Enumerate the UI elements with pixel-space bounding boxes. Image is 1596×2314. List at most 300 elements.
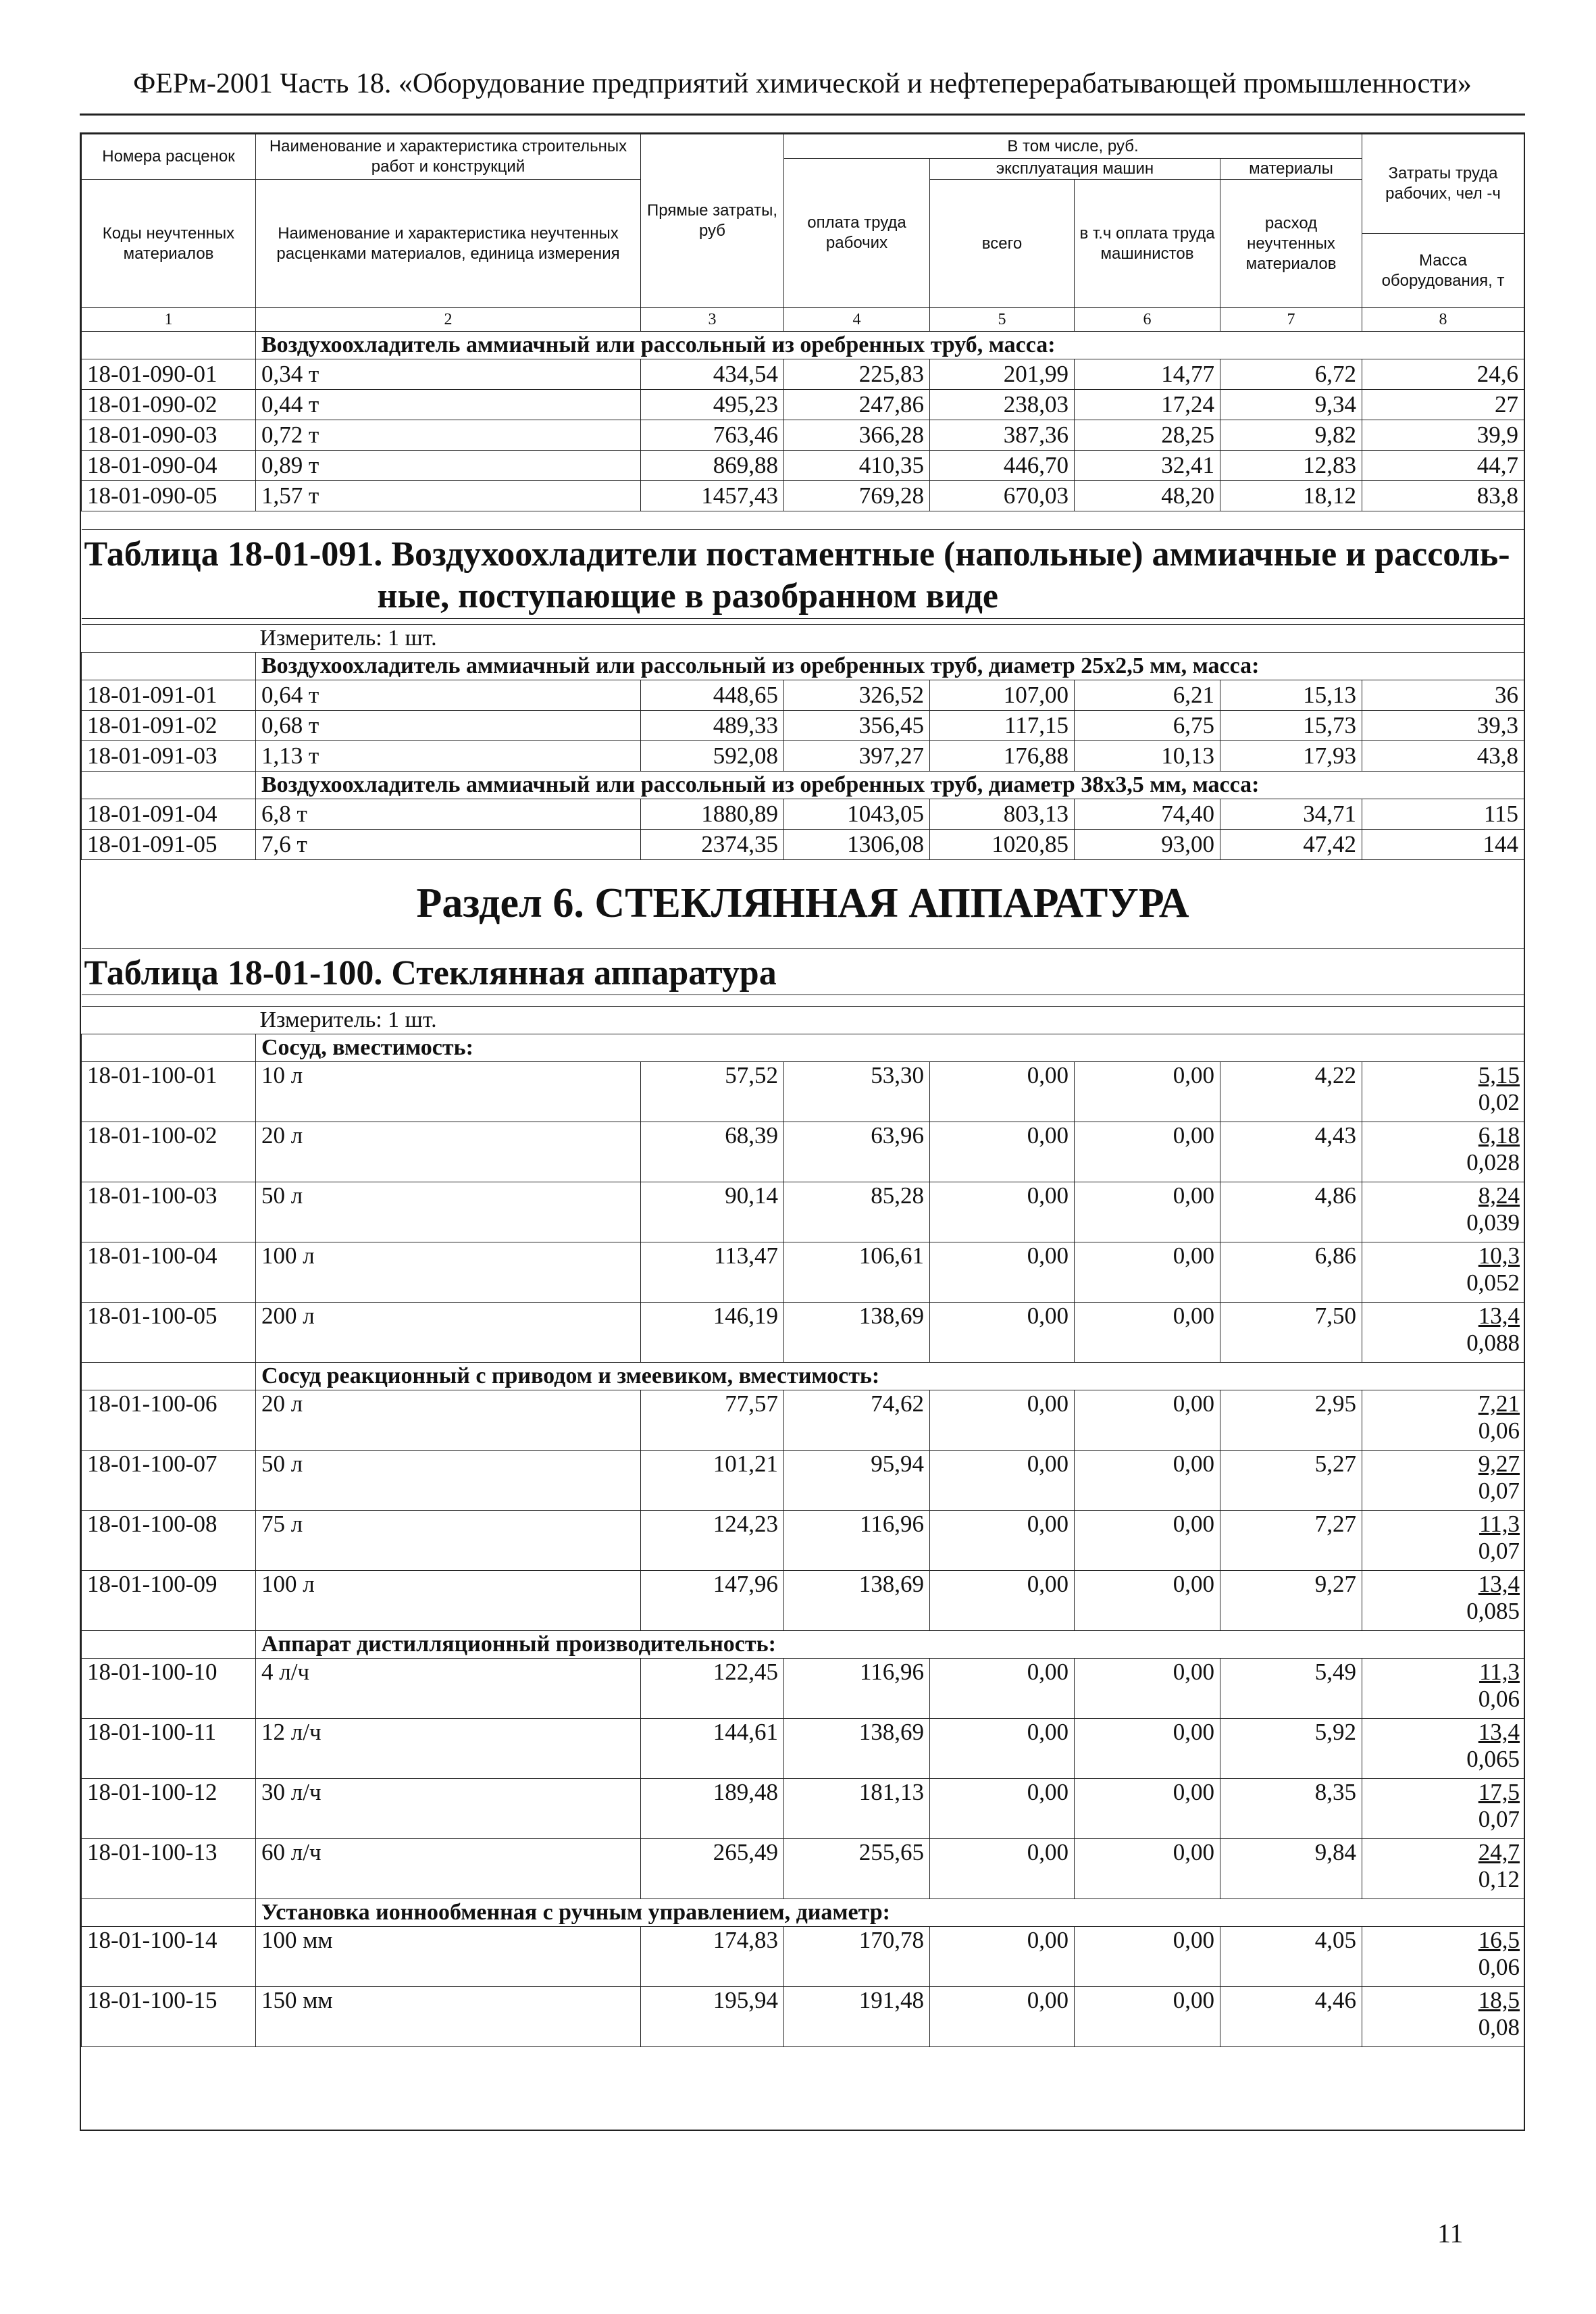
labor-hours-cell: 39,9 — [1362, 420, 1524, 451]
rate-code-cell: 18-01-091-02 — [82, 710, 256, 740]
direct-costs-cell: 101,21 — [641, 1451, 784, 1511]
table-row — [82, 420, 1524, 451]
equipment-mass-value: 0,08 — [1478, 2014, 1520, 2041]
labor-hours-cell: 44,7 — [1362, 451, 1524, 481]
direct-costs-cell: 113,47 — [641, 1242, 784, 1303]
machines-total-cell: 0,00 — [930, 1062, 1075, 1122]
group-heading-blank — [82, 1363, 256, 1390]
section-title: Раздел 6. СТЕКЛЯННАЯ АППАРАТУРА — [82, 859, 1524, 948]
direct-costs-cell: 77,57 — [641, 1390, 784, 1451]
machinist-pay-cell: 17,24 — [1075, 390, 1220, 420]
header-rule — [80, 114, 1525, 116]
table-row — [82, 1987, 1524, 2047]
col-machines-total: всего — [930, 180, 1075, 308]
materials-cell: 4,46 — [1220, 1987, 1362, 2047]
col-name-bottom: Наименование и характеристика неучтенных расценками материалов, единица измерения — [256, 180, 641, 308]
col-number: 8 — [1362, 308, 1524, 332]
page-header: ФЕРм-2001 Часть 18. «Оборудование предприятий химической и нефтеперерабатывающей промышленности» — [133, 68, 1472, 99]
rate-code-cell: 18-01-100-04 — [82, 1242, 256, 1303]
equipment-mass-value: 0,06 — [1478, 1686, 1520, 1713]
table-091-body — [82, 652, 1524, 859]
work-description-cell: 0,68 т — [256, 710, 641, 740]
group-heading-blank — [82, 652, 256, 680]
group-heading: Аппарат дистилляционный производительность: — [256, 1631, 1524, 1659]
group-heading: Воздухоохладитель аммиачный или рассольный из оребренных труб, масса: — [256, 332, 1524, 359]
labor-hours-value: 13,4 — [1478, 1719, 1520, 1746]
col-name-top: Наименование и характеристика строительных работ и конструкций — [256, 134, 641, 180]
labor-hours-value: 6,18 — [1478, 1122, 1520, 1149]
work-description-cell: 60 л/ч — [256, 1839, 641, 1899]
labor-pay-cell: 255,65 — [784, 1839, 930, 1899]
work-description-cell: 7,6 т — [256, 829, 641, 859]
labor-hours-value: 13,4 — [1478, 1571, 1520, 1598]
col-codes-top: Номера расценок — [82, 134, 256, 180]
labor-hours-value: 18,5 — [1478, 1987, 1520, 2014]
table-091-title-line1: Таблица 18-01-091. Воздухоохладители постаментные (напольные) аммиачные и рассоль- — [84, 535, 1510, 574]
labor-pay-cell: 356,45 — [784, 710, 930, 740]
labor-and-mass-cell — [1362, 1390, 1524, 1451]
direct-costs-cell: 434,54 — [641, 359, 784, 390]
materials-cell: 34,71 — [1220, 799, 1362, 829]
materials-cell: 4,05 — [1220, 1927, 1362, 1987]
equipment-mass-value: 0,088 — [1466, 1330, 1520, 1357]
labor-hours-value: 13,4 — [1478, 1303, 1520, 1330]
direct-costs-cell: 1880,89 — [641, 799, 784, 829]
col-number: 3 — [641, 308, 784, 332]
direct-costs-cell: 763,46 — [641, 420, 784, 451]
labor-and-mass-cell — [1362, 1182, 1524, 1242]
col-codes-bottom: Коды неучтенных материалов — [82, 180, 256, 308]
table-091-heading — [82, 511, 1524, 653]
direct-costs-cell: 122,45 — [641, 1659, 784, 1719]
group-heading-blank — [82, 771, 256, 799]
labor-hours-cell: 83,8 — [1362, 481, 1524, 511]
machines-total-cell: 0,00 — [930, 1511, 1075, 1571]
machines-total-cell: 0,00 — [930, 1987, 1075, 2047]
group-heading-row — [82, 1899, 1524, 1927]
direct-costs-cell: 68,39 — [641, 1122, 784, 1182]
table-row — [82, 1390, 1524, 1451]
work-description-cell: 200 л — [256, 1303, 641, 1363]
machines-total-cell: 803,13 — [930, 799, 1075, 829]
table-091-measure: Измеритель: 1 шт. — [82, 624, 1524, 652]
labor-and-mass-cell — [1362, 1242, 1524, 1303]
table-row — [82, 1839, 1524, 1899]
machines-total-cell: 176,88 — [930, 740, 1075, 771]
machinist-pay-cell: 10,13 — [1075, 740, 1220, 771]
group-heading-row — [82, 652, 1524, 680]
machines-total-cell: 0,00 — [930, 1303, 1075, 1363]
group-heading-blank — [82, 1899, 256, 1927]
equipment-mass-value: 0,06 — [1478, 1954, 1520, 1981]
materials-cell: 5,49 — [1220, 1659, 1362, 1719]
machinist-pay-cell: 14,77 — [1075, 359, 1220, 390]
materials-cell: 15,13 — [1220, 680, 1362, 710]
rate-code-cell: 18-01-100-09 — [82, 1571, 256, 1631]
work-description-cell: 0,64 т — [256, 680, 641, 710]
machinist-pay-cell: 74,40 — [1075, 799, 1220, 829]
labor-and-mass-cell — [1362, 1511, 1524, 1571]
work-description-cell: 30 л/ч — [256, 1779, 641, 1839]
direct-costs-cell: 90,14 — [641, 1182, 784, 1242]
machinist-pay-cell: 0,00 — [1075, 1390, 1220, 1451]
machinist-pay-cell: 0,00 — [1075, 1451, 1220, 1511]
equipment-mass-value: 0,06 — [1478, 1417, 1520, 1444]
work-description-cell: 6,8 т — [256, 799, 641, 829]
materials-cell: 7,50 — [1220, 1303, 1362, 1363]
table-row — [82, 710, 1524, 740]
work-description-cell: 0,34 т — [256, 359, 641, 390]
rate-code-cell: 18-01-100-03 — [82, 1182, 256, 1242]
group-heading: Сосуд, вместимость: — [256, 1034, 1524, 1062]
machines-total-cell: 0,00 — [930, 1927, 1075, 1987]
labor-pay-cell: 181,13 — [784, 1779, 930, 1839]
machinist-pay-cell: 0,00 — [1075, 1839, 1220, 1899]
labor-and-mass-cell — [1362, 1062, 1524, 1122]
materials-cell: 6,72 — [1220, 359, 1362, 390]
table-row — [82, 1659, 1524, 1719]
machinist-pay-cell: 0,00 — [1075, 1571, 1220, 1631]
labor-pay-cell: 769,28 — [784, 481, 930, 511]
work-description-cell: 10 л — [256, 1062, 641, 1122]
materials-cell: 4,86 — [1220, 1182, 1362, 1242]
work-description-cell: 150 мм — [256, 1987, 641, 2047]
machines-total-cell: 0,00 — [930, 1719, 1075, 1779]
equipment-mass-value: 0,07 — [1478, 1806, 1520, 1833]
col-machinist-pay: в т.ч оплата труда машинистов — [1075, 180, 1220, 308]
direct-costs-cell: 265,49 — [641, 1839, 784, 1899]
materials-cell: 4,43 — [1220, 1122, 1362, 1182]
group-heading: Установка ионнообменная с ручным управлением, диаметр: — [256, 1899, 1524, 1927]
labor-pay-cell: 106,61 — [784, 1242, 930, 1303]
equipment-mass-value: 0,065 — [1466, 1746, 1520, 1773]
equipment-mass-value: 0,052 — [1466, 1269, 1520, 1297]
labor-and-mass-cell — [1362, 1779, 1524, 1839]
rate-code-cell: 18-01-090-05 — [82, 481, 256, 511]
direct-costs-cell: 147,96 — [641, 1571, 784, 1631]
table-row — [82, 451, 1524, 481]
work-description-cell: 12 л/ч — [256, 1719, 641, 1779]
group-heading-row — [82, 332, 1524, 359]
labor-and-mass-cell — [1362, 1719, 1524, 1779]
materials-cell: 47,42 — [1220, 829, 1362, 859]
group-heading-row — [82, 1631, 1524, 1659]
labor-and-mass-cell — [1362, 1839, 1524, 1899]
labor-pay-cell: 138,69 — [784, 1303, 930, 1363]
labor-and-mass-cell — [1362, 1122, 1524, 1182]
equipment-mass-value: 0,07 — [1478, 1538, 1520, 1565]
machinist-pay-cell: 0,00 — [1075, 1182, 1220, 1242]
rate-code-cell: 18-01-100-12 — [82, 1779, 256, 1839]
rate-code-cell: 18-01-091-04 — [82, 799, 256, 829]
equipment-mass-value: 0,028 — [1466, 1149, 1520, 1176]
labor-and-mass-cell — [1362, 1659, 1524, 1719]
labor-pay-cell: 63,96 — [784, 1122, 930, 1182]
machines-total-cell: 117,15 — [930, 710, 1075, 740]
group-heading: Сосуд реакционный с приводом и змеевиком, вместимость: — [256, 1363, 1524, 1390]
machinist-pay-cell: 0,00 — [1075, 1242, 1220, 1303]
col-equipment-mass: Масса оборудования, т — [1362, 234, 1524, 308]
col-number: 6 — [1075, 308, 1220, 332]
work-description-cell: 0,72 т — [256, 420, 641, 451]
machines-total-cell: 201,99 — [930, 359, 1075, 390]
table-100-body — [82, 1034, 1524, 2047]
work-description-cell: 1,57 т — [256, 481, 641, 511]
labor-hours-cell: 43,8 — [1362, 740, 1524, 771]
rates-table — [81, 134, 1524, 2047]
labor-hours-value: 8,24 — [1478, 1182, 1520, 1209]
machinist-pay-cell: 0,00 — [1075, 1303, 1220, 1363]
machines-total-cell: 0,00 — [930, 1659, 1075, 1719]
materials-cell: 17,93 — [1220, 740, 1362, 771]
direct-costs-cell: 189,48 — [641, 1779, 784, 1839]
col-materials-consumption: расход неучтенных материалов — [1220, 180, 1362, 308]
table-row — [82, 390, 1524, 420]
table-row — [82, 481, 1524, 511]
labor-pay-cell: 85,28 — [784, 1182, 930, 1242]
labor-pay-cell: 170,78 — [784, 1927, 930, 1987]
machines-total-cell: 1020,85 — [930, 829, 1075, 859]
machines-total-cell: 0,00 — [930, 1571, 1075, 1631]
materials-cell: 6,86 — [1220, 1242, 1362, 1303]
rate-code-cell: 18-01-090-04 — [82, 451, 256, 481]
machinist-pay-cell: 32,41 — [1075, 451, 1220, 481]
group-heading-row — [82, 1034, 1524, 1062]
materials-cell: 15,73 — [1220, 710, 1362, 740]
rate-code-cell: 18-01-100-08 — [82, 1511, 256, 1571]
table-row — [82, 1571, 1524, 1631]
equipment-mass-value: 0,039 — [1466, 1209, 1520, 1236]
labor-hours-cell: 144 — [1362, 829, 1524, 859]
group-heading: Воздухоохладитель аммиачный или рассольный из оребренных труб, диаметр 25х2,5 мм, масса: — [256, 652, 1524, 680]
machines-total-cell: 0,00 — [930, 1451, 1075, 1511]
machines-total-cell: 0,00 — [930, 1779, 1075, 1839]
col-materials: материалы — [1220, 159, 1362, 180]
table-row — [82, 1303, 1524, 1363]
col-incl-group: В том числе, руб. — [784, 134, 1362, 159]
labor-pay-cell: 397,27 — [784, 740, 930, 771]
labor-pay-cell: 191,48 — [784, 1987, 930, 2047]
direct-costs-cell: 489,33 — [641, 710, 784, 740]
work-description-cell: 20 л — [256, 1122, 641, 1182]
materials-cell: 5,92 — [1220, 1719, 1362, 1779]
machinist-pay-cell: 48,20 — [1075, 481, 1220, 511]
spacer — [82, 618, 1524, 624]
materials-cell: 9,34 — [1220, 390, 1362, 420]
labor-pay-cell: 138,69 — [784, 1571, 930, 1631]
work-description-cell: 100 л — [256, 1242, 641, 1303]
labor-hours-cell: 36 — [1362, 680, 1524, 710]
machines-total-cell: 107,00 — [930, 680, 1075, 710]
labor-hours-value: 11,3 — [1479, 1659, 1520, 1686]
page-number: 11 — [1437, 2218, 1464, 2248]
table-row — [82, 1927, 1524, 1987]
machinist-pay-cell: 0,00 — [1075, 1779, 1220, 1839]
machinist-pay-cell: 0,00 — [1075, 1659, 1220, 1719]
labor-pay-cell: 53,30 — [784, 1062, 930, 1122]
direct-costs-cell: 57,52 — [641, 1062, 784, 1122]
section-6-heading — [82, 859, 1524, 1034]
work-description-cell: 0,89 т — [256, 451, 641, 481]
labor-hours-cell: 27 — [1362, 390, 1524, 420]
rate-code-cell: 18-01-091-01 — [82, 680, 256, 710]
direct-costs-cell: 124,23 — [641, 1511, 784, 1571]
rate-code-cell: 18-01-100-10 — [82, 1659, 256, 1719]
labor-and-mass-cell — [1362, 1987, 1524, 2047]
rate-code-cell: 18-01-100-07 — [82, 1451, 256, 1511]
labor-pay-cell: 326,52 — [784, 680, 930, 710]
machinist-pay-cell: 28,25 — [1075, 420, 1220, 451]
labor-pay-cell: 1306,08 — [784, 829, 930, 859]
labor-pay-cell: 116,96 — [784, 1511, 930, 1571]
col-machines: эксплуатация машин — [930, 159, 1220, 180]
direct-costs-cell: 869,88 — [641, 451, 784, 481]
direct-costs-cell: 448,65 — [641, 680, 784, 710]
rate-code-cell: 18-01-100-14 — [82, 1927, 256, 1987]
machines-total-cell: 446,70 — [930, 451, 1075, 481]
table-091-title — [82, 530, 1524, 619]
machines-total-cell: 0,00 — [930, 1122, 1075, 1182]
rate-code-cell: 18-01-100-02 — [82, 1122, 256, 1182]
machinist-pay-cell: 0,00 — [1075, 1122, 1220, 1182]
rate-code-cell: 18-01-090-03 — [82, 420, 256, 451]
labor-hours-value: 7,21 — [1478, 1390, 1520, 1417]
rate-code-cell: 18-01-090-02 — [82, 390, 256, 420]
labor-and-mass-cell — [1362, 1571, 1524, 1631]
table-header — [82, 134, 1524, 332]
direct-costs-cell: 2374,35 — [641, 829, 784, 859]
table-row — [82, 1062, 1524, 1122]
table-100-title: Таблица 18-01-100. Стеклянная аппаратура — [82, 948, 1524, 995]
materials-cell: 12,83 — [1220, 451, 1362, 481]
col-number: 5 — [930, 308, 1075, 332]
group-heading-row — [82, 771, 1524, 799]
labor-hours-cell: 39,3 — [1362, 710, 1524, 740]
group-heading-blank — [82, 1631, 256, 1659]
equipment-mass-value: 0,12 — [1478, 1866, 1520, 1893]
labor-pay-cell: 247,86 — [784, 390, 930, 420]
group-heading-blank — [82, 332, 256, 359]
materials-cell: 9,82 — [1220, 420, 1362, 451]
machines-total-cell: 0,00 — [930, 1390, 1075, 1451]
labor-hours-value: 16,5 — [1478, 1927, 1520, 1954]
direct-costs-cell: 174,83 — [641, 1927, 784, 1987]
rate-code-cell: 18-01-100-01 — [82, 1062, 256, 1122]
equipment-mass-value: 0,02 — [1478, 1089, 1520, 1116]
machinist-pay-cell: 0,00 — [1075, 1927, 1220, 1987]
materials-cell: 18,12 — [1220, 481, 1362, 511]
machines-total-cell: 0,00 — [930, 1839, 1075, 1899]
labor-and-mass-cell — [1362, 1927, 1524, 1987]
table-row — [82, 1122, 1524, 1182]
rate-code-cell: 18-01-100-13 — [82, 1839, 256, 1899]
table-row — [82, 1451, 1524, 1511]
machines-total-cell: 0,00 — [930, 1182, 1075, 1242]
table-row — [82, 829, 1524, 859]
table-091-title-line2: ные, поступающие в разобранном виде — [377, 577, 998, 616]
group-heading-blank — [82, 1034, 256, 1062]
labor-pay-cell: 116,96 — [784, 1659, 930, 1719]
labor-pay-cell: 1043,05 — [784, 799, 930, 829]
direct-costs-cell: 592,08 — [641, 740, 784, 771]
equipment-mass-value: 0,07 — [1478, 1478, 1520, 1505]
work-description-cell: 75 л — [256, 1511, 641, 1571]
col-number: 1 — [82, 308, 256, 332]
labor-pay-cell: 138,69 — [784, 1719, 930, 1779]
rate-code-cell: 18-01-100-05 — [82, 1303, 256, 1363]
work-description-cell: 0,44 т — [256, 390, 641, 420]
equipment-mass-value: 0,085 — [1466, 1598, 1520, 1625]
machinist-pay-cell: 0,00 — [1075, 1062, 1220, 1122]
spacer — [82, 995, 1524, 1007]
rate-code-cell: 18-01-100-15 — [82, 1987, 256, 2047]
labor-hours-cell: 24,6 — [1362, 359, 1524, 390]
rate-code-cell: 18-01-091-05 — [82, 829, 256, 859]
machinist-pay-cell: 0,00 — [1075, 1719, 1220, 1779]
table-row — [82, 799, 1524, 829]
direct-costs-cell: 495,23 — [641, 390, 784, 420]
materials-cell: 9,27 — [1220, 1571, 1362, 1631]
work-description-cell: 20 л — [256, 1390, 641, 1451]
materials-cell: 7,27 — [1220, 1511, 1362, 1571]
labor-hours-value: 9,27 — [1478, 1451, 1520, 1478]
machines-total-cell: 387,36 — [930, 420, 1075, 451]
table-row — [82, 1182, 1524, 1242]
table-090-body — [82, 332, 1524, 511]
machinist-pay-cell: 6,75 — [1075, 710, 1220, 740]
col-number: 2 — [256, 308, 641, 332]
col-number: 4 — [784, 308, 930, 332]
direct-costs-cell: 1457,43 — [641, 481, 784, 511]
labor-pay-cell: 410,35 — [784, 451, 930, 481]
col-number: 7 — [1220, 308, 1362, 332]
labor-hours-value: 5,15 — [1478, 1062, 1520, 1089]
machines-total-cell: 670,03 — [930, 481, 1075, 511]
table-row — [82, 1779, 1524, 1839]
rates-sheet — [80, 132, 1525, 2131]
machinist-pay-cell: 6,21 — [1075, 680, 1220, 710]
table-row — [82, 680, 1524, 710]
labor-hours-value: 24,7 — [1478, 1839, 1520, 1866]
work-description-cell: 1,13 т — [256, 740, 641, 771]
labor-hours-value: 17,5 — [1478, 1779, 1520, 1806]
direct-costs-cell: 146,19 — [641, 1303, 784, 1363]
col-labor-pay: оплата труда рабочих — [784, 159, 930, 308]
rate-code-cell: 18-01-091-03 — [82, 740, 256, 771]
machines-total-cell: 238,03 — [930, 390, 1075, 420]
direct-costs-cell: 195,94 — [641, 1987, 784, 2047]
table-row — [82, 740, 1524, 771]
rate-code-cell: 18-01-100-06 — [82, 1390, 256, 1451]
machinist-pay-cell: 93,00 — [1075, 829, 1220, 859]
materials-cell: 8,35 — [1220, 1779, 1362, 1839]
labor-and-mass-cell — [1362, 1303, 1524, 1363]
machinist-pay-cell: 0,00 — [1075, 1511, 1220, 1571]
machines-total-cell: 0,00 — [930, 1242, 1075, 1303]
table-row — [82, 1242, 1524, 1303]
labor-pay-cell: 74,62 — [784, 1390, 930, 1451]
table-100-measure: Измеритель: 1 шт. — [82, 1007, 1524, 1034]
group-heading-row — [82, 1363, 1524, 1390]
spacer — [82, 511, 1524, 530]
col-labor-costs: Затраты труда рабочих, чел -ч — [1362, 134, 1524, 234]
table-row — [82, 1511, 1524, 1571]
rate-code-cell: 18-01-100-11 — [82, 1719, 256, 1779]
machinist-pay-cell: 0,00 — [1075, 1987, 1220, 2047]
labor-pay-cell: 366,28 — [784, 420, 930, 451]
group-heading: Воздухоохладитель аммиачный или рассольный из оребренных труб, диаметр 38х3,5 мм, масса: — [256, 771, 1524, 799]
labor-pay-cell: 225,83 — [784, 359, 930, 390]
